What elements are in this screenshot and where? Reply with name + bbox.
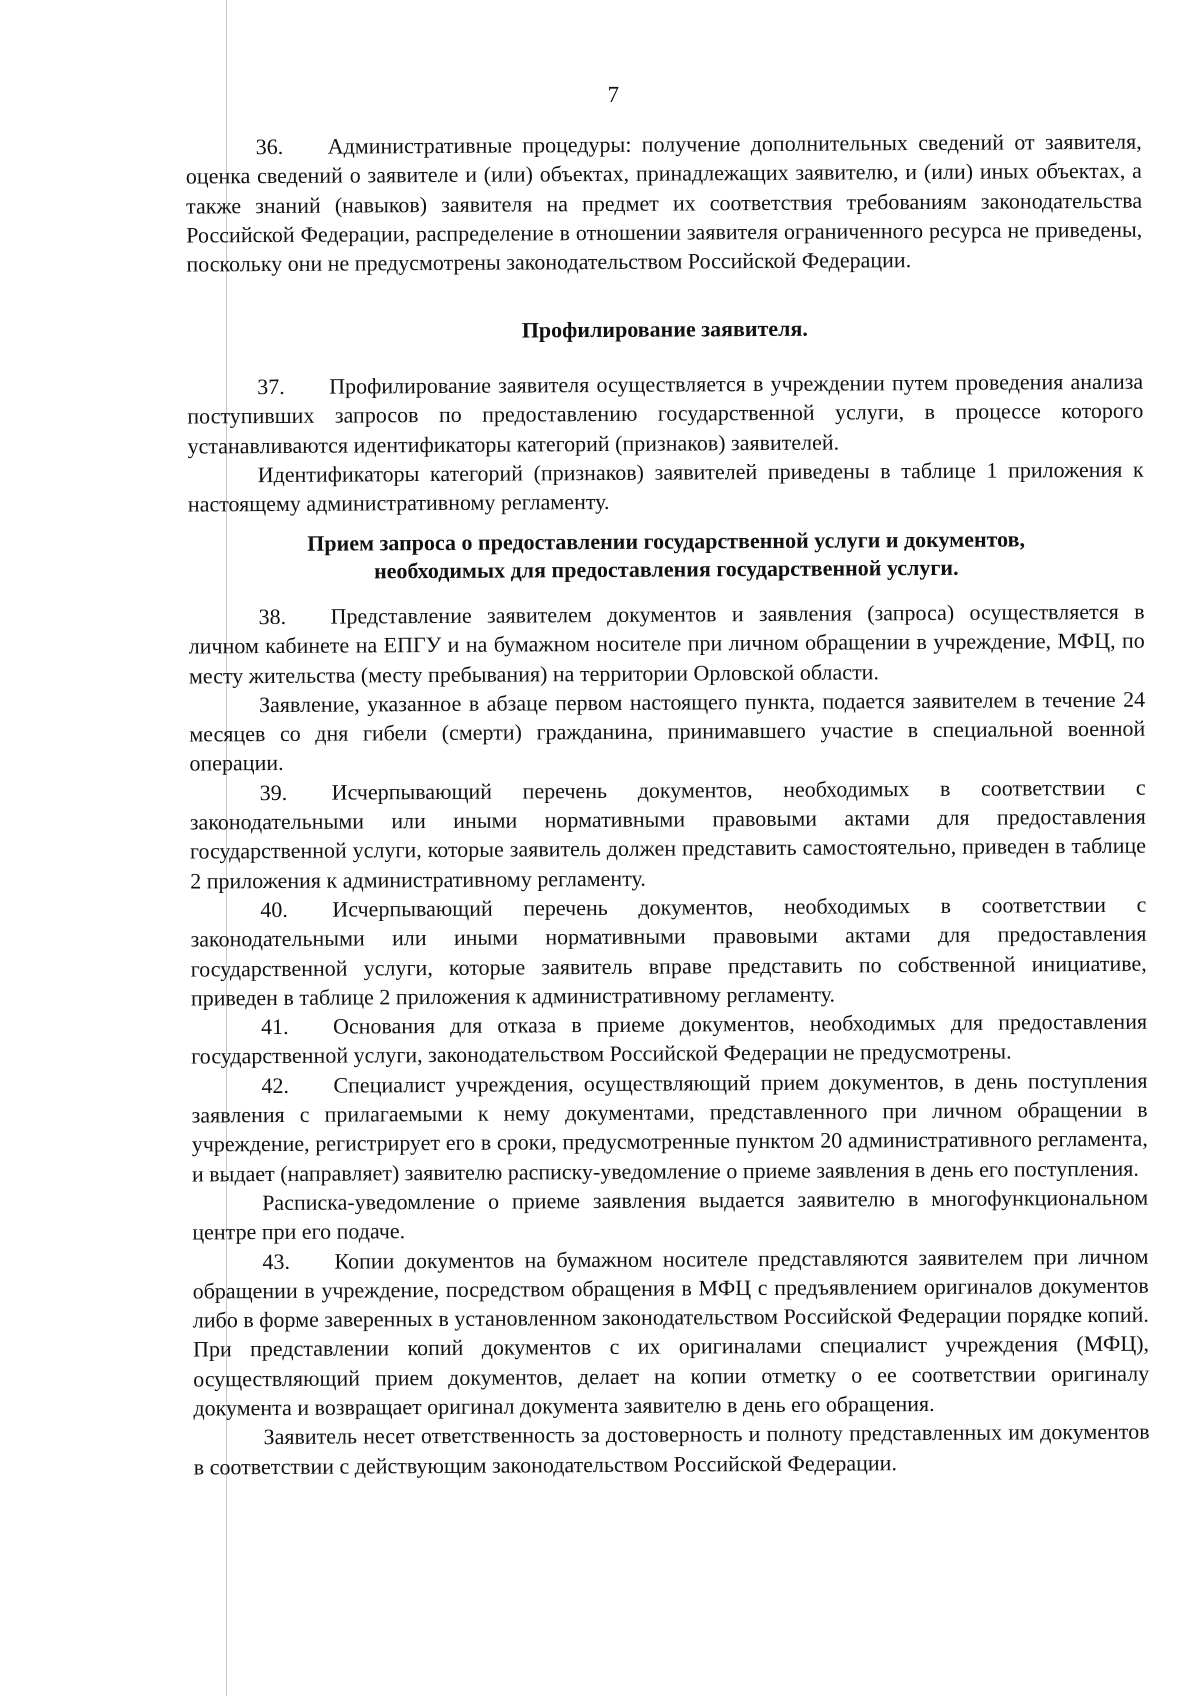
paragraph-text: Исчерпывающий перечень документов, необходимых в соответствии с законодательными или иными нормативными правовыми актами для предоставления государственной услуги, которые заявитель вправе представить по собственной инициативе, приведен в таблице 2 приложения к административному регламенту. <box>190 891 1147 1011</box>
paragraph-37 <box>187 367 1144 461</box>
page-number: 7 <box>607 81 620 107</box>
paragraph-number: 40. <box>260 896 288 923</box>
heading-line-2: необходимых для предоставления государственной услуги. <box>373 554 959 584</box>
paragraph-number: 41. <box>260 1014 289 1040</box>
paragraph-42-continued: Расписка-уведомление о приеме заявления выдается заявителю в многофункциональном центре при его подаче. <box>192 1184 1149 1245</box>
heading-line-1: Прием запроса о предоставлении государственной услуги и документов, <box>307 526 1026 556</box>
paragraph-text: Представление заявителем документов и заявления (запроса) осуществляется в личном кабинете на ЕПГУ и на бумажном носителе при личном обращении в учреждение, МФЦ, по месту жительства (месту пребывания) на территории Орловской области. <box>188 598 1145 689</box>
paragraph-text: Исчерпывающий перечень документов, необходимых в соответствии с законодательными или иными нормативными правовыми актами для предоставления государственной услуги, которые заявитель должен представить самостоятельно, приведен в таблице 2 приложения к административному регламенту. <box>189 774 1147 894</box>
paragraph-number: 43. <box>262 1248 291 1274</box>
paragraph-43-continued: Заявитель несет ответственность за достоверность и полноту представленных им документов в соответствии с действующим законодательством Российской Федерации. <box>193 1418 1150 1480</box>
section-37 <box>187 367 1144 519</box>
paragraph-text: Специалист учреждения, осуществляющий прием документов, в день поступления заявления с прилагаемыми к нему документами, представленного при личном обращении в учреждение, регистрирует его в сроки, предусмотренные пунктом 20 административного регламента, и выдает (направляет) заявителю расписку-уведомление о приеме заявления в день его поступления. <box>191 1067 1148 1187</box>
paragraph-38-continued: Заявление, указанное в абзаце первом настоящего пункта, подается заявителем в течение 24 месяцев со дня гибели (смерти) гражданина, принимавшего участие в специальной военной операции. <box>189 686 1146 776</box>
heading-profiling: Профилирование заявителя. <box>521 315 808 343</box>
paragraph-43 <box>192 1241 1149 1423</box>
paragraph-39 <box>190 772 1147 895</box>
heading-request-intake <box>188 525 1144 587</box>
paragraph-36 <box>186 127 1143 279</box>
paragraph-37-continued: Идентификаторы категорий (признаков) заявителей приведены в таблице 1 приложения к настоящему административному регламенту. <box>187 456 1144 517</box>
paragraph-42 <box>191 1065 1148 1188</box>
section-38-43 <box>188 597 1149 1482</box>
paragraph-38 <box>188 597 1145 691</box>
paragraph-number: 37. <box>257 373 285 400</box>
paragraph-number: 39. <box>259 779 288 805</box>
paragraph-number: 42. <box>261 1072 290 1098</box>
paragraph-number: 36. <box>255 133 284 160</box>
paragraph-text: Основания для отказа в приеме документов, необходимых для предоставления государственной услуги, законодательством Российской Федерации не предусмотрены. <box>191 1008 1148 1069</box>
paragraph-text: Копии документов на бумажном носителе представляются заявителем при личном обращении в учреждение, посредством обращения в МФЦ с предъявлением оригиналов документов либо в форме заверенных в установленном законодательством Российской Федерации порядке копий. При представлении копий документов с их оригиналами специалист учреждения (МФЦ), осуществляющий прием документов, делает на копии отметку о ее соответствии оригиналу документа и возвращает оригинал документа заявителю в день его обращения. <box>192 1243 1150 1421</box>
paragraph-41 <box>191 1007 1147 1071</box>
paragraph-number: 38. <box>258 603 287 630</box>
paragraph-text: Административные процедуры: получение дополнительных сведений от заявителя, оценка сведений о заявителе и (или) объектах, принадлежащих заявителю, и (или) иных объектах, а также знаний (навыков) заявителя на предмет их соответствия требованиям законодательства Российской Федерации, распределение в отношении заявителя ограниченного ресурса не приведены, поскольку они не предусмотрены законодательством Российской Федерации. <box>185 128 1143 277</box>
paragraph-40 <box>190 890 1147 1013</box>
section-36 <box>186 127 1143 279</box>
paragraph-text: Профилирование заявителя осуществляется в учреждении путем проведения анализа поступивших запросов по предоставлению государственной услуги, в процессе которого устанавливаются идентификаторы категорий (признаков) заявителей. <box>187 368 1144 459</box>
